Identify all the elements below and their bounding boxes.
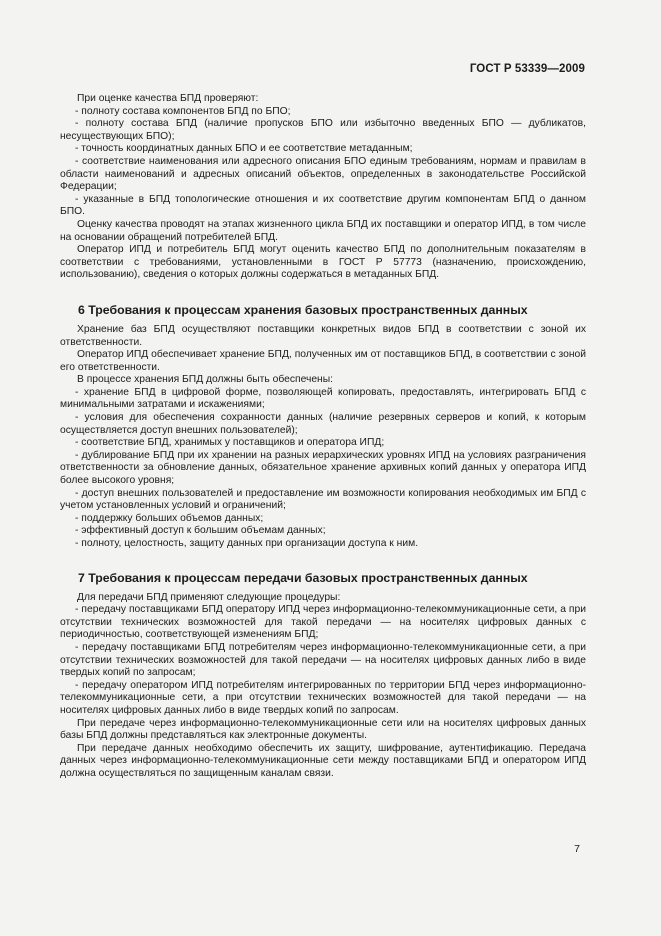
list-item: - соответствие БПД, хранимых у поставщиков и оператора ИПД; xyxy=(75,437,385,449)
paragraph: Для передачи БПД применяют следующие процедуры: xyxy=(77,591,341,603)
list-item: - полноту состава БПД (наличие пропусков БПО или избыточно введенных БПО — дубликатов, несуществующих БПО); xyxy=(60,118,586,142)
paragraph: Оператор ИПД и потребитель БПД могут оценить качество БПД по дополнительным показателям в соответствии с требованиями, установленными в ГОСТ Р 57773 (назначению, происхождению, использованию), сведения о которых должны содержаться в метаданных БПД. xyxy=(60,244,586,281)
list-item: - хранение БПД в цифровой форме, позволяющей копировать, предоставлять, интегрировать БПД с минимальными затратами и искажениями; xyxy=(60,386,586,411)
section-7-heading: 7 Требования к процессам передачи базовых пространственных данных xyxy=(78,570,528,585)
list-item: - полноту состава компонентов БПД по БПО; xyxy=(75,105,291,117)
paragraph: При передаче через информационно-телекоммуникационные сети или на носителях цифровых данных базы БПД должны представляться как электронные документы. xyxy=(60,717,586,742)
page-number: 7 xyxy=(574,843,580,855)
list-item: - доступ внешних пользователей и предоставление им возможности копирования необходимых им БПД с учетом установленных условий и ограничений; xyxy=(60,487,586,512)
paragraph: В процессе хранения БПД должны быть обеспечены: xyxy=(77,374,334,386)
intro-lead: При оценке качества БПД проверяют: xyxy=(77,93,259,104)
list-item: - точность координатных данных БПО и ее соответствие метаданным; xyxy=(75,143,413,155)
list-item: - условия для обеспечения сохранности данных (наличие резервных серверов и копий, к которым осуществляется доступ внешних пользователей); xyxy=(60,412,586,436)
list-item: - дублирование БПД при их хранении на разных иерархических уровнях ИПД на условиях разграничения ответственности за обновление данных, обязательное хранение архивных копий данных у оператора ИПД более высокого уровня; xyxy=(60,449,586,487)
list-item: - полноту, целостность, защиту данных при организации доступа к ним. xyxy=(75,538,419,549)
list-item: - передачу поставщиками БПД оператору ИПД через информационно-телекоммуникационные сети, а при отсутствии технических возможностей для такой передачи — на носителях цифровых данных с периодичностью, соответствующей изменениям БПД; xyxy=(60,604,586,641)
list-item: - эффективный доступ к большим объемам данных; xyxy=(75,525,326,537)
paragraph: Оператор ИПД обеспечивает хранение БПД, полученных им от поставщиков БПД, в соответствии с зоной его ответственности. xyxy=(60,349,586,373)
list-item: - поддержку больших объемов данных; xyxy=(75,512,264,524)
list-item: - передачу поставщиками БПД потребителям через информационно-телекоммуникационные сети, а при отсутствии технических возможностей для такой передачи — на носителях цифровых данных либо в виде твердых копий по запросам; xyxy=(60,641,586,679)
paragraph: Оценку качества проводят на этапах жизненного цикла БПД их поставщики и оператор ИПД, в том числе на основании обращений потребителей БПД. xyxy=(60,218,586,243)
standard-header: ГОСТ Р 53339—2009 xyxy=(469,63,585,75)
page-body xyxy=(60,93,586,781)
list-item: - передачу оператором ИПД потребителям интегрированных по территории БПД через информационно-телекоммуникационные сети, а при отсутствии технических возможностей для такой передачи — на носителях цифровых данных либо в виде твердых копий по запросам. xyxy=(60,679,586,716)
paragraph: Хранение баз БПД осуществляют поставщики конкретных видов БПД в соответствии с зоной их ответственности. xyxy=(60,323,586,348)
list-item: - указанные в БПД топологические отношения и их соответствие другим компонентам БПД о данном БПО. xyxy=(60,193,586,218)
list-item: - соответствие наименования или адресного описания БПО единым требованиям, нормам и правилам в области наименований и адресных описаний объектов, определенных в законодательстве Российской Федерации; xyxy=(60,155,586,193)
paragraph: При передаче данных необходимо обеспечить их защиту, шифрование, аутентификацию. Передача данных через информационно-телекоммуникационные сети между поставщиками БПД и оператором ИПД должна осуществляться по защищенным каналам связи. xyxy=(60,742,586,779)
section-6-heading: 6 Требования к процессам хранения базовых пространственных данных xyxy=(78,302,528,317)
